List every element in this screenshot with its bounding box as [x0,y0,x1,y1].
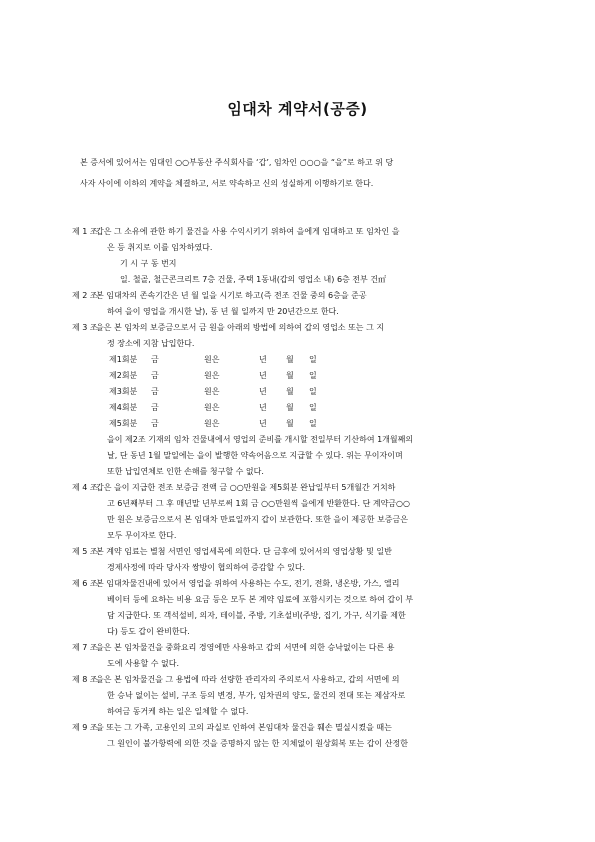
article-2-cont: 하여 을이 영업을 개시한 날), 동 년 월 일까지 만 20년간으로 한다. [107,307,339,316]
intro-line-1: 본 증서에 있어서는 임대인 ○○부동산 주식회사를 ‘갑’, 임차인 ○○○을 “을”로 하고 위 당 [80,158,394,167]
article-8-cont: 한 승낙 없이는 설비, 구조 등의 변경, 부가, 임차권의 양도, 물건의 전대 또는 제삼자로 [107,691,406,700]
installment-won: 원은 [204,371,220,380]
installment-won: 원은 [204,419,220,428]
article-5-label: 제 5 조 [72,547,98,556]
installment-day: 일 [309,419,317,428]
article-3-label: 제 3 조 [72,323,98,332]
installment-no: 제2회분 [109,371,138,380]
installment-month: 월 [286,355,294,364]
article-9-text: 을 또는 그 가족, 고용인의 고의 과실로 인하여 본임대차 물건을 훼손 멸실시켰을 때는 [96,723,392,732]
installment-month: 월 [286,387,294,396]
installment-year: 년 [259,403,267,412]
article-4-cont: 고 6년째부터 그 후 매년말 년부로써 1회 금 ○○만원씩 을에게 반환한다. 단 계약금○○ [107,499,410,508]
article-8-cont: 하여금 동거케 하는 일은 일체할 수 없다. [107,707,249,716]
article-7-cont: 도에 사용할 수 없다. [107,659,179,668]
installment-year: 년 [259,355,267,364]
article-3-cont: 정 장소에 지참 납입한다. [107,339,195,348]
article-9-cont: 그 원인이 불가항력에 의한 것을 증명하지 않는 한 지체없이 원상회복 또는 갑이 산정한 [107,739,408,748]
installment-day: 일 [309,355,317,364]
article-3-after-3: 또한 납입연체로 인한 손해를 청구할 수 없다. [107,467,264,476]
installment-amount: 금 [151,419,159,428]
article-6-cont: 베이터 등에 요하는 비용 요금 등은 모두 본 계약 임료에 포함시키는 것으로 하여 갑이 부 [107,595,414,604]
installment-year: 년 [259,371,267,380]
article-6-cont: 담 지급한다. 또 객석설비, 의자, 테이블, 주방, 기초설비(주방, 집기, 가구, 식기를 제한 [107,611,406,620]
installment-no: 제1회분 [109,355,138,364]
article-1-address: 기 시 구 동 번지 [120,259,177,268]
installment-amount: 금 [151,403,159,412]
article-9-label: 제 9 조 [72,723,98,732]
article-4-label: 제 4 조 [72,483,98,492]
article-1-cont: 은 등 취지로 이를 임차하였다. [107,243,213,252]
installment-amount: 금 [151,387,159,396]
article-1-label: 제 1 조 [72,227,98,236]
installment-day: 일 [309,371,317,380]
article-4-text: 갑은 을이 지급한 전조 보증금 전액 금 ○○만원을 제5회분 완납일부터 5개월간 거치하 [96,483,396,492]
article-8-text: 을은 본 임차물건을 그 용법에 따라 선량한 관리자의 주의로서 사용하고, 갑의 서면에 의 [96,675,400,684]
article-3-after-1: 을이 제2조 기재의 임차 건물내에서 영업의 준비를 개시할 전일부터 기산하여 1개월째의 [107,435,414,444]
page-title: 임대차 계약서(공증) [227,100,368,118]
installment-amount: 금 [151,355,159,364]
installment-won: 원은 [204,403,220,412]
article-6-text: 본 임대차물건내에 있어서 영업을 위하여 사용하는 수도, 전기, 전화, 냉온방, 가스, 엘리 [96,579,400,588]
installment-won: 원은 [204,355,220,364]
installment-day: 일 [309,403,317,412]
article-6-cont: 다) 등도 갑이 완비한다. [107,627,190,636]
installment-amount: 금 [151,371,159,380]
intro-line-2: 사자 사이에 이하의 계약을 체결하고, 서로 약속하고 신의 성실하게 이행하기로 한다. [80,179,374,188]
installment-no: 제4회분 [109,403,138,412]
article-2-text: 본 임대차의 존속기간은 년 월 일을 시기로 하고(즉 전조 건물 중의 6층을 준공 [96,291,367,300]
installment-day: 일 [309,387,317,396]
article-3-after-2: 날, 단 동년 1월 말일에는 을이 발행한 약속어음으로 지급할 수 있다. 위는 무이자이며 [107,451,403,460]
article-7-label: 제 7 조 [72,643,98,652]
installment-year: 년 [259,419,267,428]
article-5-text: 본 계약 임료는 별첨 서면인 영업세목에 의한다. 단 금후에 있어서의 영업상황 및 일반 [96,547,392,556]
article-4-cont: 만 원은 보증금으로서 본 임대차 만료일까지 갑이 보관한다. 또한 을이 제공한 보증금은 [107,515,408,524]
article-8-label: 제 8 조 [72,675,98,684]
installment-month: 월 [286,419,294,428]
article-1-text: 갑은 그 소유에 관한 하기 물건을 사용 수익시키기 위하여 을에게 임대하고 또 임차인 을 [96,227,400,236]
installment-no: 제5회분 [109,419,138,428]
installment-won: 원은 [204,387,220,396]
installment-no: 제3회분 [109,387,138,396]
article-4-cont: 모두 무이자로 한다. [107,531,177,540]
installment-year: 년 [259,387,267,396]
installment-month: 월 [286,403,294,412]
article-7-text: 을은 본 임차물건을 중화요리 경영에만 사용하고 갑의 서면에 의한 승낙없이는 다른 용 [96,643,395,652]
article-5-cont: 경제사정에 따라 당사자 쌍방이 협의하여 증감할 수 있다. [107,563,306,572]
article-2-label: 제 2 조 [72,291,98,300]
article-6-label: 제 6 조 [72,579,98,588]
article-1-building: 일. 철골, 철근콘크리트 7층 건물, 주택 1동내(갑의 영업소 내) 6층 전부 건㎡ [120,275,387,284]
installment-month: 월 [286,371,294,380]
article-3-text: 을은 본 임차의 보증금으로서 금 원을 아래의 방법에 의하여 갑의 영업소 또는 그 지 [96,323,385,332]
